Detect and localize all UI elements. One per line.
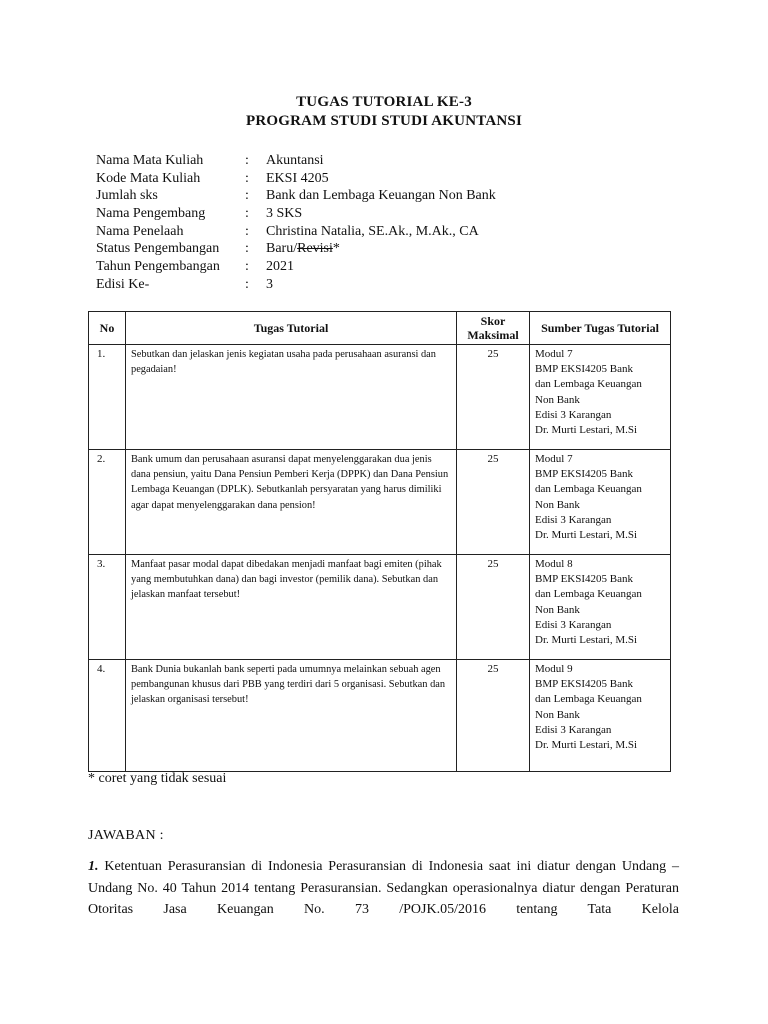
info-separator: : <box>245 223 249 239</box>
info-value: 2021 <box>266 259 294 275</box>
source-line: Modul 7 <box>535 348 573 360</box>
source-line: Non Bank <box>535 603 580 616</box>
info-separator: : <box>245 170 249 186</box>
info-value: Christina Natalia, SE.Ak., M.Ak., CA <box>266 223 479 239</box>
cell-no: 2. <box>89 450 126 555</box>
info-label: Nama Pengembang <box>96 206 206 222</box>
cell-source <box>530 450 671 555</box>
answer-number: 1. <box>88 859 99 874</box>
info-separator: : <box>245 188 249 204</box>
course-info <box>96 152 496 294</box>
answer-paragraph <box>88 856 679 921</box>
info-value: Bank dan Lembaga Keuangan Non Bank <box>266 188 496 204</box>
source-line: Dr. Murti Lestari, M.Si <box>535 529 638 542</box>
table-row <box>89 345 671 450</box>
cell-source <box>530 345 671 450</box>
info-row-sks <box>96 187 496 205</box>
source-line: BMP EKSI4205 Bank <box>535 363 633 376</box>
info-label: Kode Mata Kuliah <box>96 170 201 186</box>
source-line: Edisi 3 Karangan <box>535 618 612 631</box>
cell-task: Sebutkan dan jelaskan jenis kegiatan usaha pada perusahaan asuransi dan pegadaian! <box>126 345 457 450</box>
source-line: Edisi 3 Karangan <box>535 723 612 736</box>
info-value: 3 <box>266 276 273 292</box>
answer-heading: JAWABAN : <box>88 828 164 843</box>
cell-source <box>530 555 671 660</box>
info-row-year <box>96 258 496 276</box>
cell-no: 3. <box>89 555 126 660</box>
table-header-row <box>89 312 671 345</box>
source-line: Modul 7 <box>535 453 573 465</box>
source-line: BMP EKSI4205 Bank <box>535 468 633 481</box>
info-row-reviewer <box>96 223 496 241</box>
header-source: Sumber Tugas Tutorial <box>530 312 671 345</box>
source-line: Modul 9 <box>535 663 573 675</box>
source-line: Edisi 3 Karangan <box>535 513 612 526</box>
header-score-line2: Maksimal <box>467 328 519 342</box>
status-asterisk: * <box>332 241 340 257</box>
document-subtitle: PROGRAM STUDI STUDI AKUNTANSI <box>246 113 522 129</box>
cell-task: Bank umum dan perusahaan asuransi dapat menyelenggarakan dua jenis dana pensiun, yaitu Dana Pensiun Pemberi Kerja (DPPK) dan Dana Pensiun Lembaga Keuangan (DPLK). Sebutkanlah persyaratan yang harus dimiliki agar dapat menyelenggarakan dana pension! <box>126 450 457 555</box>
cell-score: 25 <box>457 450 530 555</box>
source-line: dan Lembaga Keuangan <box>535 588 642 601</box>
table-row <box>89 450 671 555</box>
info-separator: : <box>245 276 249 292</box>
answer-text: Ketentuan Perasuransian di Indonesia Perasuransian di Indonesia saat ini diatur dengan Undang – Undang No. 40 Tahun 2014 tentang Perasuransian. Sedangkan operasionalnya diatur dengan Peraturan Otoritas Jasa Keuangan No. 73 /POJK.05/2016 tentang Tata Kelola <box>88 859 680 917</box>
source-line: Dr. Murti Lestari, M.Si <box>535 424 638 437</box>
info-label: Tahun Pengembangan <box>96 259 220 275</box>
cell-task: Manfaat pasar modal dapat dibedakan menjadi manfaat bagi emiten (pihak yang membutuhkan dana) dan bagi investor (pemilik dana). Sebutkan dan jelaskan manfaat tersebut! <box>126 555 457 660</box>
info-value: EKSI 4205 <box>266 170 329 186</box>
source-line: Edisi 3 Karangan <box>535 408 612 421</box>
info-separator: : <box>245 259 249 275</box>
status-option-revision-struck: Revisi <box>297 241 333 257</box>
cell-score: 25 <box>457 660 530 772</box>
document-title: TUGAS TUTORIAL KE-3 <box>296 94 472 110</box>
info-label: Edisi Ke- <box>96 276 150 292</box>
table-row <box>89 660 671 772</box>
info-value: Akuntansi <box>266 153 324 168</box>
header-score <box>457 312 530 345</box>
cell-no: 1. <box>89 345 126 450</box>
source-line: BMP EKSI4205 Bank <box>535 678 633 691</box>
info-label: Nama Penelaah <box>96 223 184 239</box>
source-line: Modul 8 <box>535 558 573 570</box>
info-value: 3 SKS <box>266 206 303 222</box>
source-line: Dr. Murti Lestari, M.Si <box>535 634 638 647</box>
info-label: Nama Mata Kuliah <box>96 153 204 168</box>
source-line: dan Lembaga Keuangan <box>535 483 642 496</box>
info-separator: : <box>245 241 249 257</box>
info-row-status <box>96 240 496 258</box>
header-task: Tugas Tutorial <box>126 312 457 345</box>
info-label: Jumlah sks <box>96 188 158 204</box>
source-line: dan Lembaga Keuangan <box>535 693 642 706</box>
info-value <box>266 240 340 258</box>
info-separator: : <box>245 153 249 168</box>
cell-task: Bank Dunia bukanlah bank seperti pada umumnya melainkan sebuah agen pembangunan khusus dari PBB yang terdiri dari 5 organisasi. Sebutkan dan jelaskan organisasi tersebut! <box>126 660 457 772</box>
header-score-line1: Skor <box>480 314 506 328</box>
tutorial-task-table <box>88 311 671 772</box>
info-separator: : <box>245 206 249 222</box>
source-line: Non Bank <box>535 498 580 511</box>
source-line: Non Bank <box>535 393 580 406</box>
cell-score: 25 <box>457 555 530 660</box>
info-row-course-name <box>96 152 496 170</box>
source-line: Non Bank <box>535 708 580 721</box>
cell-no: 4. <box>89 660 126 772</box>
footnote: * coret yang tidak sesuai <box>88 771 227 786</box>
cell-score: 25 <box>457 345 530 450</box>
info-row-developer <box>96 205 496 223</box>
table-row <box>89 555 671 660</box>
header-no: No <box>89 312 126 345</box>
info-row-course-code <box>96 170 496 188</box>
source-line: BMP EKSI4205 Bank <box>535 573 633 586</box>
info-row-edition <box>96 276 496 294</box>
info-label: Status Pengembangan <box>96 241 220 257</box>
status-option-new: Baru/ <box>266 241 298 257</box>
source-line: Dr. Murti Lestari, M.Si <box>535 739 638 752</box>
cell-source <box>530 660 671 772</box>
source-line: dan Lembaga Keuangan <box>535 378 642 391</box>
